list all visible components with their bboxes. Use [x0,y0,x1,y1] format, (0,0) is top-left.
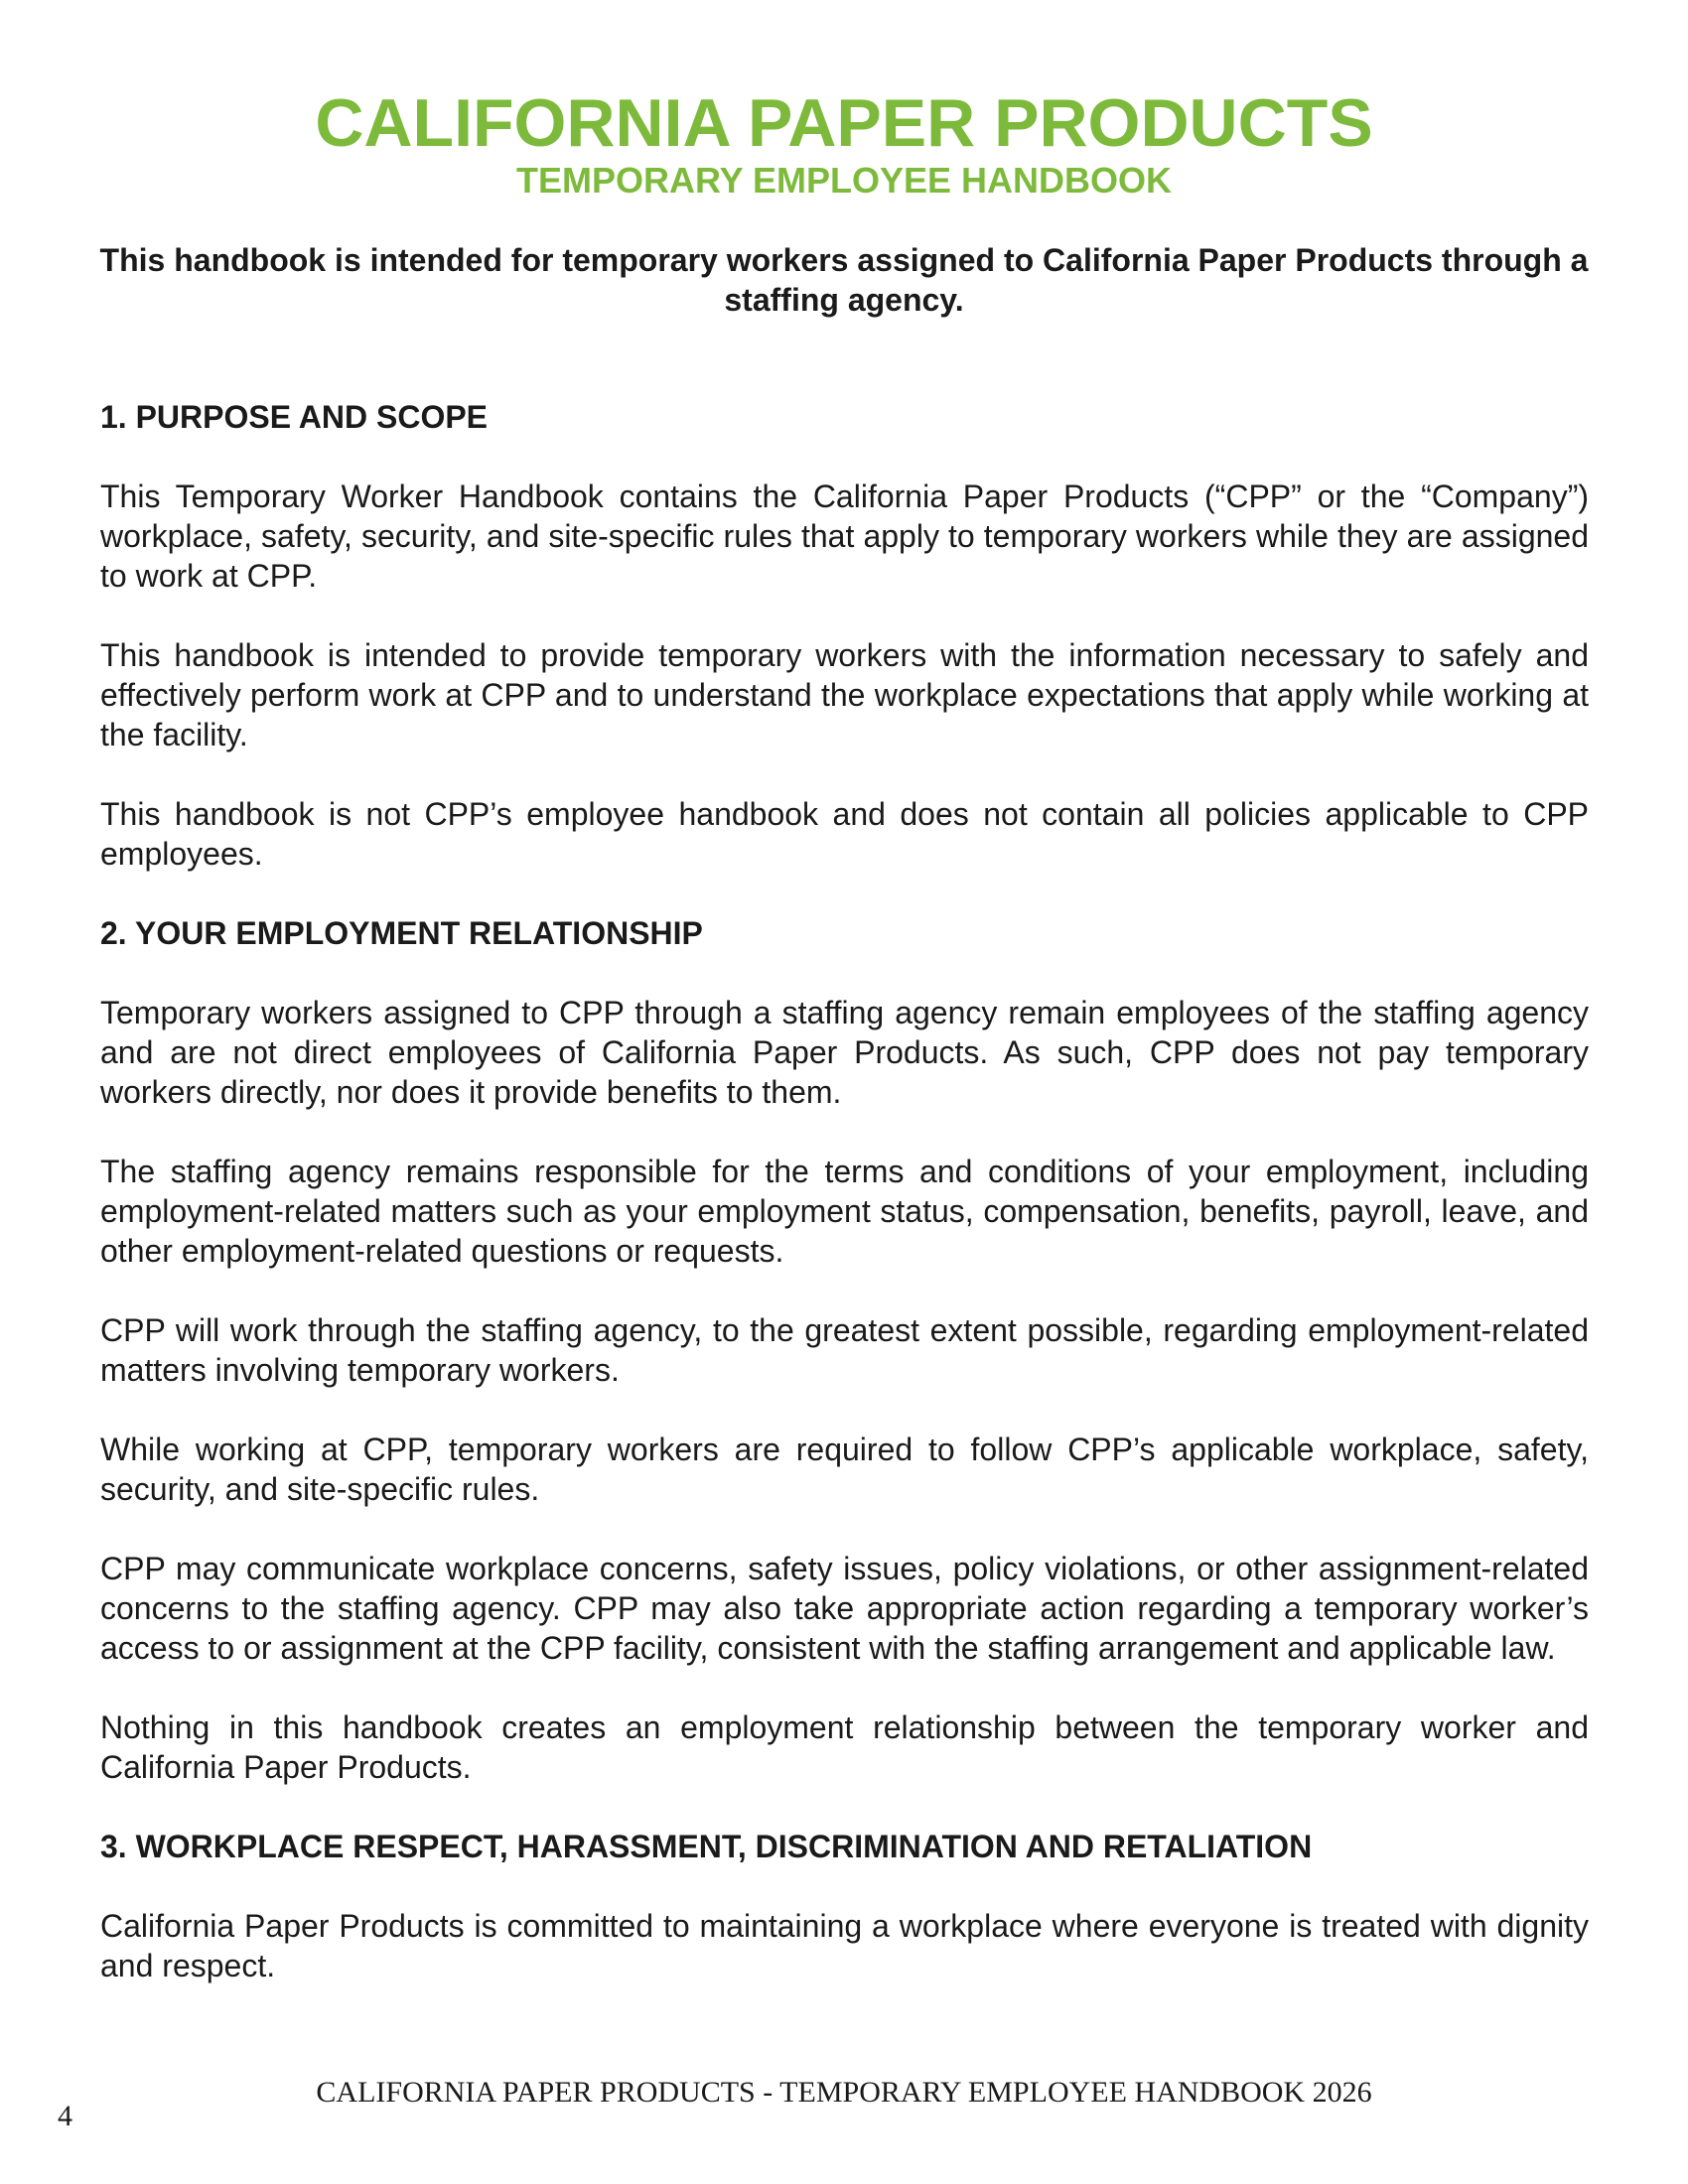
paragraph: This handbook is intended to provide temporary workers with the information necessary to safely and effectively perform work at CPP and to understand the workplace expectations that apply while working at the facility. [100,637,1589,752]
paragraph: The staffing agency remains responsible for the terms and conditions of your employment, including employment-related matters such as your employment status, compensation, benefits, payroll, leave, and other employment-related questions or requests. [100,1154,1589,1269]
paragraph: CPP may communicate workplace concerns, safety issues, policy violations, or other assignment-related concerns to the staffing agency. CPP may also take appropriate action regarding a temporary worker’s access to or assignment at the CPP facility, consistent with the staffing arrangement and applicable law. [100,1551,1589,1666]
paragraph: Nothing in this handbook creates an employment relationship between the temporary worker and California Paper Products. [100,1709,1589,1785]
paragraph: Temporary workers assigned to CPP through a staffing agency remain employees of the staffing agency and are not direct employees of California Paper Products. As such, CPP does not pay temporary workers directly, nor does it provide benefits to them. [100,995,1589,1110]
paragraph: While working at CPP, temporary workers are required to follow CPP’s applicable workplace, safety, security, and site-specific rules. [100,1432,1589,1507]
paragraph: This handbook is not CPP’s employee handbook and does not contain all policies applicable to CPP employees. [100,796,1589,872]
document-title: CALIFORNIA PAPER PRODUCTS [315,85,1373,161]
section-workplace-respect [100,1827,1589,1985]
section-employment-relationship [100,913,1589,1787]
paragraph: CPP will work through the staffing agency, to the greatest extent possible, regarding employment-related matters involving temporary workers. [100,1312,1589,1388]
document-body [100,397,1589,2025]
section-heading: 2. YOUR EMPLOYMENT RELATIONSHIP [100,915,703,951]
intro-statement: This handbook is intended for temporary workers assigned to California Paper Products through a staffing agency. [99,242,1589,318]
running-footer: CALIFORNIA PAPER PRODUCTS - TEMPORARY EMPLOYEE HANDBOOK 2026 [316,2076,1372,2109]
section-purpose-and-scope [100,397,1589,874]
paragraph: California Paper Products is committed to maintaining a workplace where everyone is treated with dignity and respect. [100,1908,1589,1983]
document-subtitle: TEMPORARY EMPLOYEE HANDBOOK [515,160,1173,201]
paragraph: This Temporary Worker Handbook contains the California Paper Products (“CPP” or the “Company”) workplace, safety, security, and site-specific rules that apply to temporary workers while they are assigned to work at CPP. [100,478,1589,594]
section-heading: 1. PURPOSE AND SCOPE [100,399,489,435]
section-heading: 3. WORKPLACE RESPECT, HARASSMENT, DISCRIMINATION AND RETALIATION [100,1829,1313,1864]
page-number: 4 [58,2100,72,2132]
